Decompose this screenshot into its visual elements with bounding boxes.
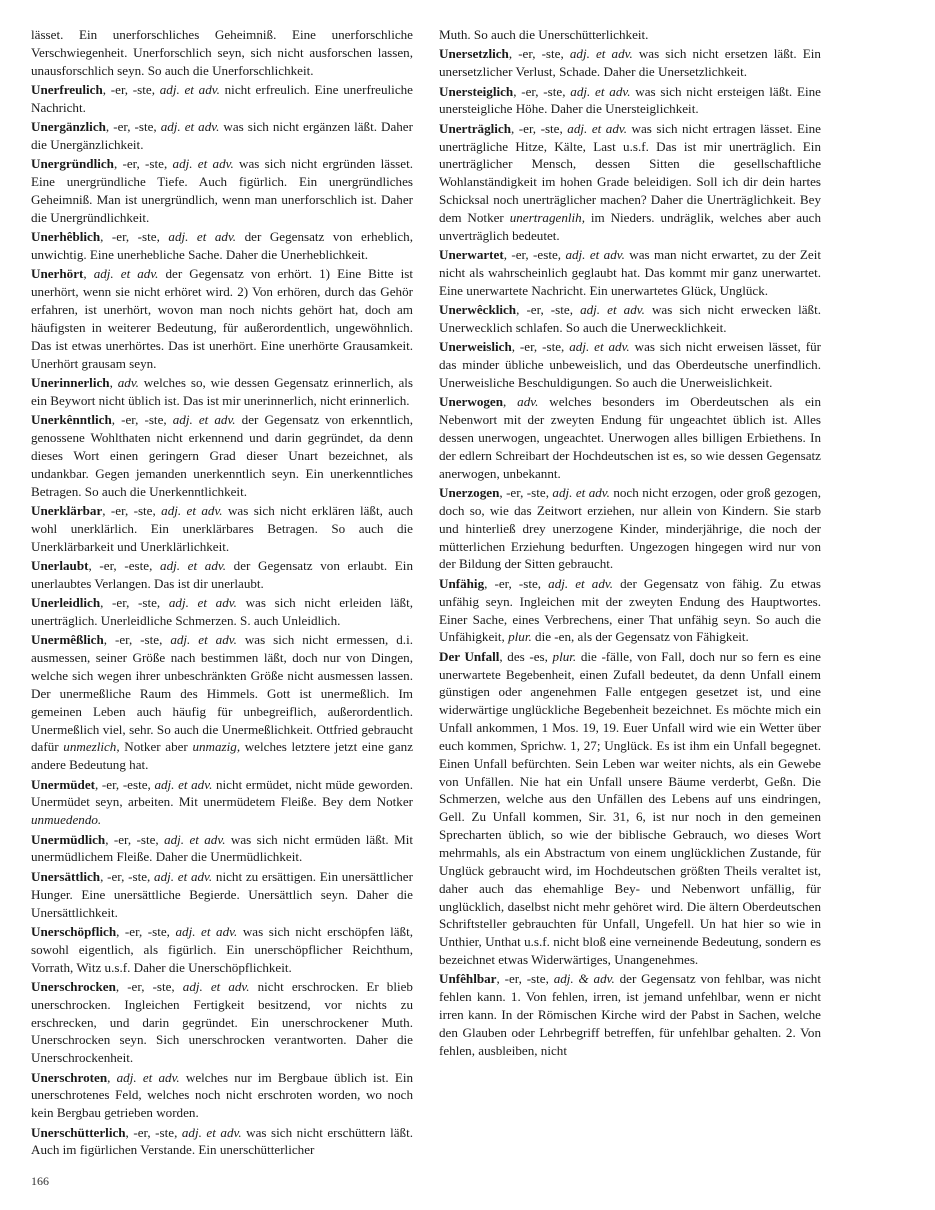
entry-text: lässet. Ein unerforschliches Geheimniß. Eine unerforschliche Verschwiegenheit. Unerforschlich seyn, sich nicht ausforschen lassen, unausforschlich seyn. So auch die Unerforschlichkeit. [31,27,413,78]
dictionary-entry [439,575,821,646]
grammar-label: adj. et adv. [569,46,633,62]
entry-headword: Unerfreulich [31,82,103,98]
grammar-label: adj. et adv. [181,1124,242,1140]
entry-text: , -er, -ste, [115,978,183,994]
entry-text: , -er, -ste, [100,229,169,245]
dictionary-entry [31,411,413,500]
entry-headword: Unerhêblich [31,229,101,245]
entry-text: was sich nicht ermüden läßt. Mit unermüdlichem Fleiße. Daher die Unermüdlichkeit. [31,831,413,865]
grammar-label: adj. et adv. [154,776,213,792]
grammar-label: adj. et adv. [170,632,237,648]
dictionary-entry [31,1069,413,1123]
entry-headword: Unermüdet [31,776,96,792]
entry-headword: Unermêßlich [31,632,104,648]
entry-text: was sich nicht erschöpfen läßt, sowohl eigentlich, als figürlich. Ein unerschöpflicher Reichthum, Vorrath, Witz u.s.f. Daher die Unerschöpflichkeit. [31,923,413,975]
entry-headword: Unerwartet [439,247,504,263]
entry-headword: Unerkênntlich [31,412,112,428]
entry-headword: Unerträglich [439,120,511,136]
grammar-label: adj. et adv. [565,247,625,263]
dictionary-entry [439,45,821,81]
grammar-label: adj. et adv. [93,266,159,282]
dictionary-entry [439,246,821,300]
entry-text: nicht ermüdet, nicht müde geworden. Unermüdet seyn, arbeiten. Mit unermüdetem Fleiße. Bey dem Notker [31,776,413,810]
dictionary-entry [439,648,821,969]
entry-text: , -er, -ste, [484,575,549,591]
dictionary-entry [439,26,821,44]
entry-text: die -en, als der Gegensatz von Fähigkeit. [531,629,749,645]
grammar-label: adj. & adv. [553,971,615,987]
grammar-label: adv. [117,375,139,391]
entry-text: , -er, -ste, [511,339,570,355]
grammar-label: adj. et adv. [567,120,627,136]
entry-text: was sich nicht ergründen lässet. Eine unergründliche Tiefe. Auch figürlich. Ein unergründliches Geheimniß. Man ist unergründlich, wenn man unerforschlich ist. Daher die Unergründlichkeit. [31,156,413,225]
entry-text: der Gegensatz von erkenntlich, genossene Wohlthaten nicht erkennend und darin gegründet, da denn dieses Wort einen geringern Grad dieser Unart bezeichnet, als undankbar. Gegen jemanden unerkenntlich seyn. Ein unerkenntliches Betragen. So auch die Unerkenntlichkeit. [31,412,413,499]
entry-text: , -er, -ste, [513,83,571,99]
entry-headword: Unersteiglich [439,83,514,99]
dictionary-entry [439,301,821,337]
left-column [31,26,413,1161]
right-column [439,26,821,1061]
entry-text: , -er, -ste, [511,120,568,136]
entry-text: , -er, -este, [503,247,566,263]
entry-text: , -er, -ste, [100,868,155,884]
entry-headword: Unerwogen [439,394,504,410]
entry-text: , -er, -ste, [105,831,165,847]
dictionary-entry [31,155,413,226]
grammar-label: adj. et adv. [116,1069,180,1085]
entry-text: nicht erfreulich. Eine unerfreuliche Nachricht. [31,82,413,115]
entry-text: was sich nicht ermessen, d.i. ausmessen, seiner Größe nach bestimmen läßt, doch nur von Dingen, welche sich wegen ihrer unbeschränkten Größe nicht ausmessen lassen. Der unermeßliche Raum des Himmels. Gott ist unermeßlich. Im gemeinen Leben auch häufig für unbegreiflich, außerordentlich. Unermeßlich viel, sehr. So auch die Unermeßlichkeit. Ottfried gebraucht dafür [31,632,413,755]
entry-text: , [107,1069,117,1085]
entry-text: was sich nicht erklären läßt, auch wohl unerklärlich. Ein unerklärbares Betragen. So auch die Unerklärbarkeit und Unerklärlichkeit. [31,502,413,554]
entry-text: , -er, -ste, [496,971,554,987]
grammar-label: adj. et adv. [168,595,237,611]
entry-text: was sich nicht ergänzen läßt. Daher die Unergänzlichkeit. [31,119,413,153]
entry-text: welches so, wie dessen Gegensatz erinnerlich, als ein Beywort nicht üblich ist. Das ist mir unerinnerlich, nicht erinnerlich. [31,375,414,408]
entry-text: was sich nicht erschüttern läßt. Auch im figürlichen Verstande. Ein unerschütterlicher [31,1124,413,1158]
entry-text: welches letztere jetzt eine ganz andere Bedeutung hat. [31,739,414,773]
entry-text: , -er, -ste, [516,302,581,318]
entry-text: , -er, -ste, [116,923,176,939]
dictionary-entry [439,484,821,573]
entry-text: , -er, -este, [95,776,155,792]
dictionary-entry [31,265,413,372]
entry-text: , -er, -ste, [102,502,162,518]
entry-text: , des -es, [499,648,553,664]
grammar-label: adj. et adv. [172,412,236,428]
entry-text: im Nieders. undräglik, welches aber auch unverträglich bedeutet. [439,209,821,243]
dictionary-entry [439,970,821,1059]
grammar-label: adj. et adv. [569,339,630,355]
entry-headword: Unerschütterlich [31,1124,126,1140]
grammar-label: unmazig, [192,739,241,755]
entry-headword: Unergründlich [31,156,114,172]
entry-text: welches besonders im Oberdeutschen als ein Nebenwort mit der zweyten Endung für ungeachtet üblich ist. Alles dessen unerwogen, ungeachtet. Unerwogen alles billigen Erbiethens. In der edlern Schreibart der Hochdeutschen ist es, so wie dessen Gegensatz anerwogen, unbekannt. [439,394,821,481]
grammar-label: adj. et adv. [160,119,220,135]
entry-text: , -er, -ste, [100,595,169,611]
entry-headword: Unerweislich [439,339,512,355]
entry-headword: Unerhört [31,266,84,282]
grammar-label: adj. et adv. [168,229,237,245]
grammar-label: adj. et adv. [160,557,226,573]
grammar-label: adj. et adv. [159,82,220,98]
dictionary-entry [439,338,821,392]
entry-text: nicht zu ersättigen. Ein unersättlicher Hunger. Eine unersättliche Begierde. Unersättlich seyn. Daher die Unersättlichkeit. [31,868,413,920]
entry-text: noch nicht erzogen, oder groß gezogen, doch so, wie das Zeitwort erziehen, nur allein von Kindern. Sie starb und hinterließ drey unerzogene Kinder, minderjährige, die noch der mütterlichen Erziehung bedurften. Ungezogen hingegen wird nur von der Bildung der Sitten gebraucht. [439,485,821,572]
grammar-label: adj. et adv. [580,302,645,318]
entry-text: was sich nicht ertragen lässet. Eine unerträgliche Hitze, Kälte, Last u.s.f. Das ist mir unerträglich. Ein unerträglicher Mensch, dessen Sitten die gesellschaftliche Wohlanständigkeit im hohen Grade beleidigen. Soll ich dir dein hartes Schicksal noch unerträglicher machen? Daher die Unerträglichkeit. Bey dem Notker [439,120,821,225]
entry-headword: Unerinnerlich [31,375,110,391]
entry-headword: Unermüdlich [31,831,106,847]
entry-text: , -er, -ste, [103,632,171,648]
page-number: 166 [31,1174,49,1188]
entry-text: was man nicht erwartet, zu der Zeit nicht als wahrscheinlich geglaubt hat. Das kommt mir ganz unerwartet. Eine unerwartete Nachricht. Ein unerwartetes Glück, Unglück. [439,247,821,298]
entry-headword: Unerklärbar [31,502,103,518]
dictionary-entry [31,631,413,774]
entry-text: , [503,394,518,410]
dictionary-entry [31,923,413,977]
dictionary-entry [31,978,413,1067]
entry-text: was sich nicht erleiden läßt, unerträglich. Unerleidliche Schmerzen. S. auch Unleidlich. [31,595,413,628]
entry-text: der Gegensatz von fähig. Zu etwas unfähig seyn. Ingleichen mit der zweyten Endung des Hauptwortes. Einer Sache, eines Verbrechens, einer That unfähig seyn. So auch die Unfähigkeit, [439,575,821,645]
grammar-label: adj. et adv. [182,978,250,994]
entry-headword: Unergänzlich [31,119,106,135]
entry-text: , [109,375,118,391]
entry-headword: Unerschrocken [31,978,116,994]
entry-headword: Unerwêcklich [439,302,517,318]
entry-headword: Unerleidlich [31,595,101,611]
dictionary-entry [31,1124,413,1160]
entry-text: , -er, -ste, [105,119,161,135]
grammar-label: adj. et adv. [164,831,226,847]
grammar-label: adj. et adv. [548,575,613,591]
entry-headword: Unerzogen [439,485,500,501]
entry-text: der Gegensatz von erheblich, unwichtig. Eine unerhebliche Sache. Daher die Unerheblichkeit. [31,229,413,263]
dictionary-entry [31,831,413,867]
entry-headword: Der Unfall [439,648,500,664]
grammar-label: plur. [552,648,577,664]
dictionary-entry [31,557,413,593]
grammar-label: adv. [517,394,539,410]
entry-headword: Unersetzlich [439,46,509,62]
entry-text: , -er, -ste, [113,156,173,172]
dictionary-entry [439,393,821,482]
entry-text: der Gegensatz von erhört. 1) Eine Bitte ist unerhört, wenn sie nicht erhöret wird. 2) Von erhören, durch das Gehör erfahren, ist unerhört, wovon man noch nichts gehört hat, doch am häufigsten in weiterer Bedeutung, für außerordentlich, ungewöhnlich. Das ist etwas unerhörtes. Das ist unerhört. Eine unerhörte Grausamkeit. Unerhört grausam seyn. [31,266,413,371]
dictionary-entry [439,83,821,119]
grammar-label: adj. et adv. [172,156,234,172]
entry-headword: Unfêhlbar [439,971,497,987]
dictionary-entry [31,502,413,556]
grammar-label: adj. et adv. [161,502,223,518]
entry-text: , -er, -este, [88,557,161,573]
entry-text: , -er, -ste, [508,46,570,62]
entry-text: nicht erschrocken. Er blieb unerschrocken. Ingleichen Fertigkeit besitzend, vor nichts zu erschrecken, und darin gegründet. Ein unerschrockener Muth. Unerschrocken seyn. Sich unerschrocken verantworten. Daher die Unerschrockenheit. [31,978,413,1066]
dictionary-entry [31,868,413,922]
grammar-label: unmezlich, [63,739,120,755]
grammar-label: plur. [508,629,532,645]
grammar-label: adj. et adv. [570,83,631,99]
entry-text: , [83,266,94,282]
grammar-label: unertragenlih, [509,209,585,225]
entry-text: der Gegensatz von fehlbar, was nicht fehlen kann. 1. Von fehlen, irren, ist jemand unfehlbar, wenn er nicht irren kann. In der Römischen Kirche wird der Pabst in Sachen, welche den Glauben oder Lehrbegriff betreffen, für unfehlbar gehalten. 2. Von fehlen, ausbleiben, nicht [439,971,821,1058]
entry-text: die -fälle, von Fall, doch nur so fern es eine unerwartete Begebenheit, einen Zufall bedeutet, da denn Unfall einem günstigen oder angenehmen Falle entgegen gesetzet ist, und eine widerwärtige unglückliche Begebenheit bezeichnet. Es möchte mich ein Unfall ankommen, 1 Mos. 19, 19. Euer Unfall wird wie ein Wetter über euch kommen, Sprichw. 1, 27; Unglück. Es ist ihm ein Unfall begegnet. Einen Unfall befürchten. Sein Leben war weiter nichts, als ein Gewebe von Unfällen. Nie hat ein Unfall unsere Bäume verderbt, Geßn. Die Schmerzen, welche aus den Unfällen des Lebens auf uns eindringen, Gell. Zu Unfall kommen, Sir. 31, 6, ist nur noch in den gemeinen Sprecharten üblich, so wie der biblische Gebrauch, wo dieses Wort mehrmahls, als ein Abstractum von einem unglücklichen Zustande, für Unglück gebraucht wird, im Hochdeutschen größten Theils veraltet ist, daher auch das ehemahlige Bey- und Nebenwort unfällig, für unglücklich, daselbst nicht mehr gehöret wird. Die ältern Oberdeutschen Schriftsteller gebrauchten für Unfall, Ungefell. Un hat hier so wie in Unthier, Unthat u.s.f. nicht bloß eine verneinende Bedeutung, sondern es bezeichnet etwas Widerwärtiges, Unangenehmes. [439,648,821,968]
dictionary-entry [31,776,413,830]
entry-headword: Unerlaubt [31,557,89,573]
entry-text: der Gegensatz von erlaubt. Ein unerlaubtes Verlangen. Das ist dir unerlaubt. [31,557,413,591]
entry-headword: Unfähig [439,575,485,591]
grammar-label: adj. et adv. [175,923,238,939]
grammar-label: adj. et adv. [154,868,213,884]
entry-text: was sich nicht ersetzen läßt. Ein unersetzlicher Verlust, Schade. Daher die Unersetzlichkeit. [439,46,821,80]
entry-text: was sich nicht ersteigen läßt. Eine unersteigliche Höhe. Daher die Unersteiglichkeit. [439,83,821,117]
entry-text: , -er, -ste, [102,82,160,98]
dictionary-entry [439,120,821,245]
entry-text: , -er, -ste, [111,412,173,428]
entry-headword: Unerschroten [31,1069,108,1085]
dictionary-entry [31,118,413,154]
dictionary-entry [31,594,413,630]
entry-text: Muth. So auch die Unerschütterlichkeit. [439,27,649,42]
dictionary-entry [31,81,413,117]
grammar-label: unmuedendo. [31,812,102,828]
entry-text: Notker aber [119,739,193,755]
entry-text: was sich nicht erweisen lässet, für das minder übliche unbeweislich, und das Oberdeutsche unerfindlich. Unerweisliche Beschuldigungen. So auch die Unerweislichkeit. [439,339,821,391]
entry-text: , -er, -ste, [499,485,553,501]
entry-headword: Unersättlich [31,868,101,884]
dictionary-entry [31,228,413,264]
entry-headword: Unerschöpflich [31,923,117,939]
entry-text: welches nur im Bergbaue üblich ist. Ein unerschrotenes Feld, welches noch nicht erschroten worden, wo noch kein Bergbau getrieben worden. [31,1069,414,1121]
entry-text: was sich nicht erwecken läßt. Unerwecklich schlafen. So auch die Unerwecklichkeit. [439,302,821,335]
dictionary-entry [31,26,413,80]
entry-text: , -er, -ste, [125,1124,182,1140]
dictionary-entry [31,374,413,410]
grammar-label: adj. et adv. [552,485,610,501]
